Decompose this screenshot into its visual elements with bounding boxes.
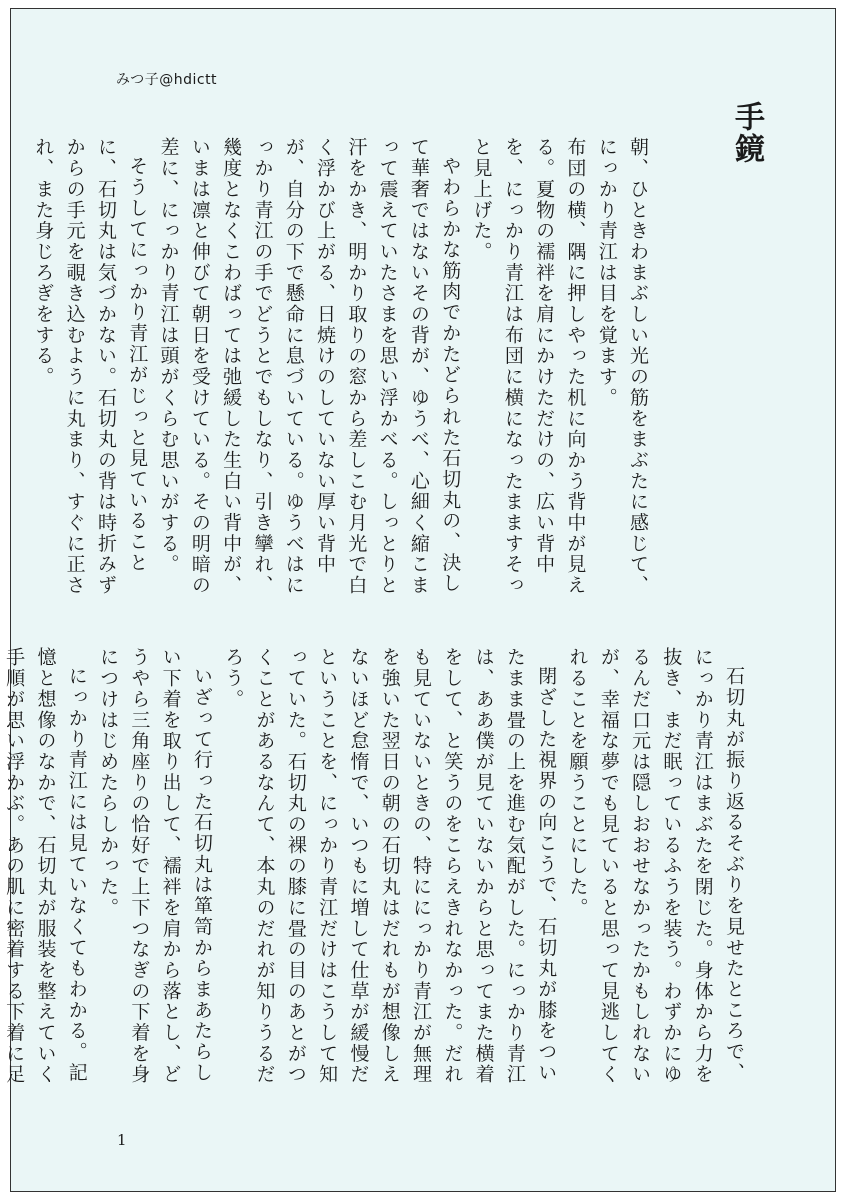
manuscript-page bbox=[3, 8, 836, 1192]
page-number: 1 bbox=[117, 1131, 127, 1149]
paragraph: 閉ざした視界の向こうで、石切丸が膝をついたまま畳の上を進む気配がした。にっかり青江は、ああ僕が見ていないからと思ってまた横着をして、と笑うのをこらえきれなかった。だれも見ていないときの、特ににっかり青江が無理を強いた翌日の朝の石切丸はだれもが想像しえないほど怠惰で、いつもに増して仕草が緩慢だということを、にっかり青江だけはこうして知っていた。石切丸の裸の膝に畳の目のあとがつくことがあるなんて、本丸のだれが知りうるだろう。 bbox=[222, 647, 558, 1085]
paragraph: そうしてにっかり青江がじっと見ていることに、石切丸は気づかない。石切丸の背は時折みずからの手元を覗き込むように丸まり、すぐに正され、また身じろぎをする。 bbox=[32, 137, 149, 596]
story-title: 手鏡 bbox=[729, 101, 764, 165]
paragraph: 朝、ひときわまぶしい光の筋をまぶたに感じて、にっかり青江は目を覚ます。 bbox=[595, 137, 649, 596]
text-block-bottom bbox=[0, 647, 749, 1097]
paragraph: 布団の横、隅に押しやった机に向かう背中が見える。夏物の襦袢を肩にかけただけの、広い背中を、にっかり青江は布団に横になったまますそっと見上げた。 bbox=[470, 137, 587, 596]
text-block-top bbox=[27, 137, 653, 597]
author-handle: みつ子@hdictt bbox=[116, 72, 218, 88]
paragraph: いざって行った石切丸は箪笥からまあたらしい下着を取り出して、襦袢を肩から落とし、どうやら三角座りの恰好で上下つなぎの下着を身につけはじめたらしかった。 bbox=[97, 647, 213, 1085]
paragraph: やわらかな筋肉でかたどられた石切丸の、決して華奢ではないその背が、ゆうべ、心細く縮こまって震えていたさまを思い浮かべる。しっとりと汗をかき、明かり取りの窓から差しこむ月光で白く浮かび上がる、日焼けのしていない厚い背中が、自分の下で懸命に息づいている。ゆうべはにっかり青江の手でどうとでもしなり、引き攣れ、幾度となくこわばっては弛緩した生白い背中が、いまは凛と伸びて朝日を受けている。その明暗の差に、にっかり青江は頭がくらむ思いがする。 bbox=[157, 137, 462, 596]
paragraph: 石切丸が振り返るそぶりを見せたところで、にっかり青江はまぶたを閉じた。身体から力を抜き、まだ眠っているふうを装う。わずかにゆるんだ口元は隠しおおせなかったかもしれないが、幸福な夢でも見ていると思って見逃してくれることを願うことにした。 bbox=[566, 647, 745, 1085]
paragraph: にっかり青江には見ていなくてもわかる。記憶と想像のなかで、石切丸が服装を整えていく手順が思い浮かぶ。あの肌に密着する下着に足 bbox=[3, 647, 88, 1085]
